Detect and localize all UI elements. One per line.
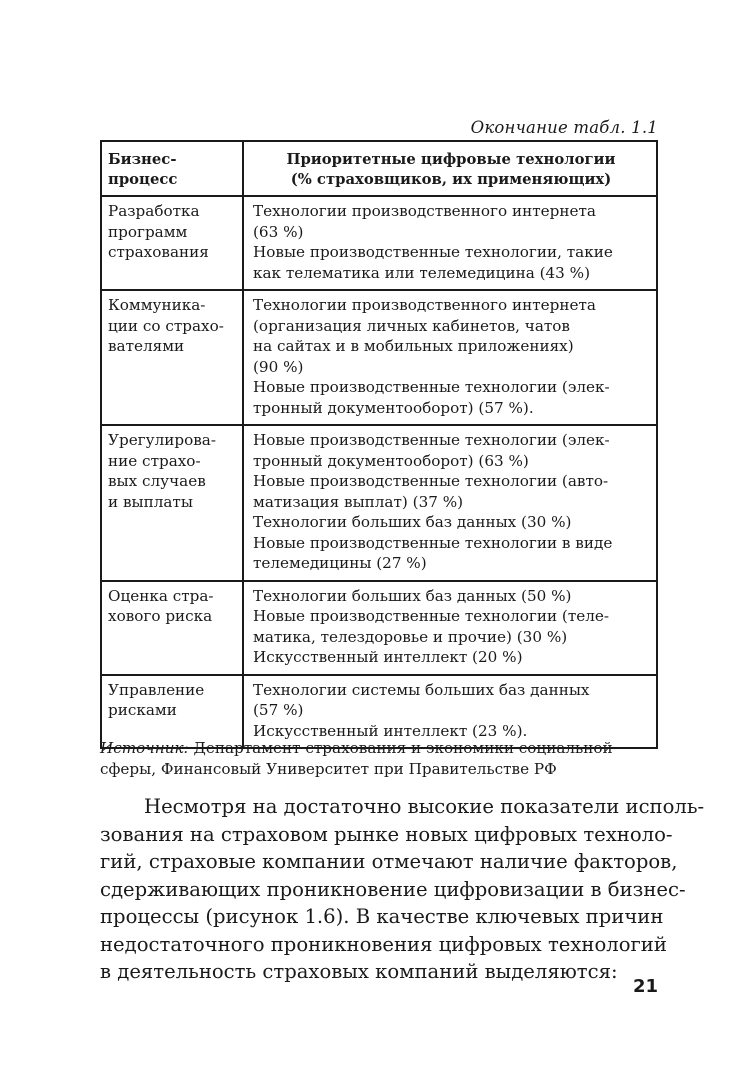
body-paragraph	[100, 793, 705, 986]
process-line: страхования	[108, 243, 209, 261]
paragraph-line: сдерживающих проникновение цифровизации в бизнес-	[100, 877, 686, 901]
process-line: Управление	[108, 680, 205, 699]
technology-line: Искусственный интеллект (23 %).	[253, 721, 528, 740]
process-line: вых случаев	[108, 472, 206, 490]
process-line: Коммуника-	[108, 296, 206, 314]
table-row	[101, 675, 657, 749]
page-number: 21	[632, 976, 658, 997]
paragraph-line: в деятельность страховых компаний выделяются:	[100, 960, 618, 983]
table-row	[101, 581, 657, 675]
technology-line: матика, телездоровье и прочие) (30 %)	[253, 627, 568, 646]
business-process-cell	[101, 675, 243, 749]
technologies-cell	[243, 196, 657, 290]
table-header-row	[101, 141, 657, 196]
technology-line: как телематика или телемедицина (43 %)	[253, 263, 591, 282]
process-line: ние страхо-	[108, 451, 201, 470]
technology-line: Технологии производственного интернета	[253, 296, 596, 314]
technology-line: (63 %)	[253, 222, 304, 241]
technology-line: Новые производственные технологии (элек-	[253, 378, 610, 396]
technology-line: Новые производственные технологии (теле-	[253, 607, 610, 625]
source-label: Источник:	[100, 739, 189, 757]
process-line: программ	[108, 222, 188, 241]
technology-line: тронный документооборот) (63 %)	[253, 451, 529, 470]
technologies-cell	[243, 675, 657, 749]
technology-line: на сайтах и в мобильных приложениях)	[253, 337, 574, 355]
table-caption: Окончание табл. 1.1	[470, 118, 658, 137]
technology-line: Технологии больших баз данных (50 %)	[253, 586, 572, 605]
header-business-process: Бизнес-процесс	[101, 141, 243, 196]
paragraph-line: процессы (рисунок 1.6). В качестве ключевых причин	[100, 905, 664, 928]
paragraph-line: Несмотря на достаточно высокие показатели исполь-	[144, 795, 705, 818]
technology-line: Новые производственные технологии (авто-	[253, 472, 609, 490]
technologies-cell	[243, 581, 657, 675]
process-line: рисками	[108, 701, 177, 719]
technology-line: (90 %)	[253, 357, 304, 376]
technology-line: Новые производственные технологии (элек-	[253, 431, 610, 449]
process-line: вателями	[108, 337, 185, 355]
business-process-cell	[101, 425, 243, 581]
process-line: Оценка стра-	[108, 586, 214, 605]
process-line: и выплаты	[108, 492, 193, 511]
table-row	[101, 290, 657, 425]
process-line: хового риска	[108, 607, 213, 625]
paragraph-line: гий, страховые компании отмечают наличие факторов,	[100, 850, 678, 873]
technology-line: Технологии системы больших баз данных	[253, 680, 590, 699]
technology-line: (57 %)	[253, 701, 304, 719]
source-note	[100, 738, 660, 780]
paragraph-line: недостаточного проникновения цифровых технологий	[100, 932, 667, 956]
business-process-cell	[101, 196, 243, 290]
technology-line: тронный документооборот) (57 %).	[253, 398, 534, 417]
source-text-line2: сферы, Финансовый Университет при Правительстве РФ	[100, 760, 557, 778]
table-row	[101, 425, 657, 581]
process-line: Разработка	[108, 202, 200, 220]
technology-table	[100, 140, 658, 749]
process-line: Урегулирова-	[108, 431, 216, 449]
technology-line: Искусственный интеллект (20 %)	[253, 648, 523, 666]
business-process-cell	[101, 290, 243, 425]
table-row	[101, 196, 657, 290]
header-line: (% страховщиков, их применяющих)	[290, 171, 612, 188]
technology-line: Технологии больших баз данных (30 %)	[253, 513, 572, 531]
source-text-line1: Департамент страхования и экономики социальной	[188, 739, 613, 757]
technologies-cell	[243, 290, 657, 425]
header-technologies	[243, 141, 657, 196]
process-line: ции со страхо-	[108, 316, 224, 335]
technology-line: Новые производственные технологии, такие	[253, 243, 613, 261]
technology-line: Новые производственные технологии в виде	[253, 533, 613, 552]
business-process-cell	[101, 581, 243, 675]
technology-line: Технологии производственного интернета	[253, 202, 596, 220]
technology-line: телемедицины (27 %)	[253, 554, 427, 572]
paragraph-line: зования на страховом рынке новых цифровых техноло-	[100, 822, 673, 846]
technology-line: (организация личных кабинетов, чатов	[253, 316, 570, 335]
header-line: Приоритетные цифровые технологии	[286, 151, 616, 168]
technologies-cell	[243, 425, 657, 581]
technology-line: матизация выплат) (37 %)	[253, 492, 464, 511]
